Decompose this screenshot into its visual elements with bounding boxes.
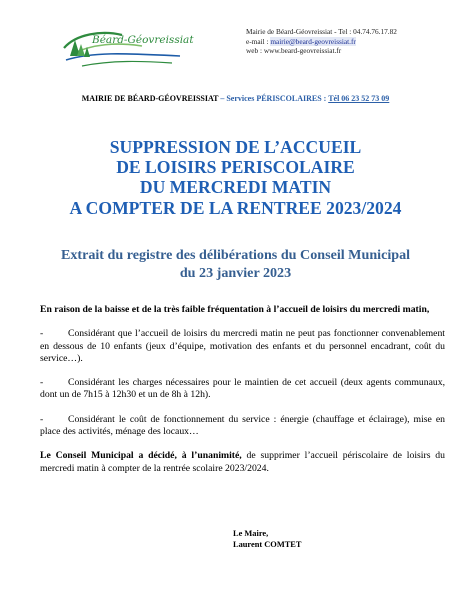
title-line-1: SUPPRESSION DE L’ACCUEIL: [109, 137, 362, 157]
decision-bold: Le Conseil Municipal a décidé, à l’unanimité,: [40, 450, 242, 462]
signature-name: Laurent COMTET: [233, 540, 302, 549]
header-services: Services PÉRISCOLAIRES :: [226, 94, 329, 103]
document-title: [0, 137, 471, 218]
contact-email-link[interactable]: mairie@beard-geovreissiat.fr: [270, 36, 356, 46]
logo-text: Béard-Géovreissiat: [92, 34, 194, 46]
decision-paragraph: [40, 450, 445, 475]
contact-block: [246, 27, 397, 56]
municipality-logo: [62, 26, 194, 70]
contact-phone-line: Mairie de Béard-Géovreissiat - Tel : 04.74.76.17.82: [246, 27, 397, 36]
consideration-2: [40, 377, 445, 402]
contact-web-line: web : www.beard-geovreissiat.fr: [246, 46, 342, 56]
bullet-dash: -: [40, 328, 44, 340]
subtitle-line-2: du 23 janvier 2023: [179, 265, 292, 282]
consideration-3: [40, 414, 445, 439]
header-line: [0, 94, 471, 103]
contact-email-line: [246, 37, 397, 47]
document-body: [40, 304, 445, 487]
intro-paragraph: En raison de la baisse et de la très faible fréquentation à l’accueil de loisirs du mercredi matin,: [40, 304, 430, 315]
header-separator: –: [218, 94, 227, 103]
consideration-1: [40, 328, 445, 365]
title-line-2: DE LOISIRS PERISCOLAIRE: [116, 157, 355, 178]
title-line-4: A COMPTER DE LA RENTREE 2023/2024: [69, 197, 402, 218]
document-subtitle: [0, 246, 471, 282]
consideration-1-text: Considérant que l’accueil de loisirs du mercredi matin ne peut pas fonctionner convenablement en dessous de 10 enfants (jeux d’équipe, motivation des enfants et du personnel encadrant, coût du service…).: [40, 328, 445, 364]
decision-rest: de supprimer l’accueil périscolaire de loisirs du mercredi matin à compter de la rentrée scolaire 2023/2024.: [40, 450, 445, 474]
title-line-3: DU MERCREDI MATIN: [139, 177, 332, 198]
bullet-dash: -: [40, 413, 44, 425]
consideration-3-text: Considérant le coût de fonctionnement du service : énergie (chauffage et éclairage), mise en place des activités, ménage des locaux…: [40, 413, 445, 438]
subtitle-line-1: Extrait du registre des délibérations du Conseil Municipal: [60, 247, 411, 263]
consideration-2-text: Considérant les charges nécessaires pour le maintien de cet accueil (deux agents communaux, dont un de 7h15 à 12h30 et un de 8h à 12h).: [40, 377, 445, 401]
signature-role: Le Maire,: [233, 529, 269, 538]
logo-graphic: [62, 26, 187, 70]
header-phone-link[interactable]: Tél 06 23 52 73 09: [328, 94, 390, 103]
contact-email-label: e-mail :: [246, 36, 269, 46]
signature-block: [233, 528, 301, 550]
header-mairie: MAIRIE DE BÉARD-GÉOVREISSIAT: [81, 94, 219, 103]
bullet-dash: -: [40, 377, 44, 389]
